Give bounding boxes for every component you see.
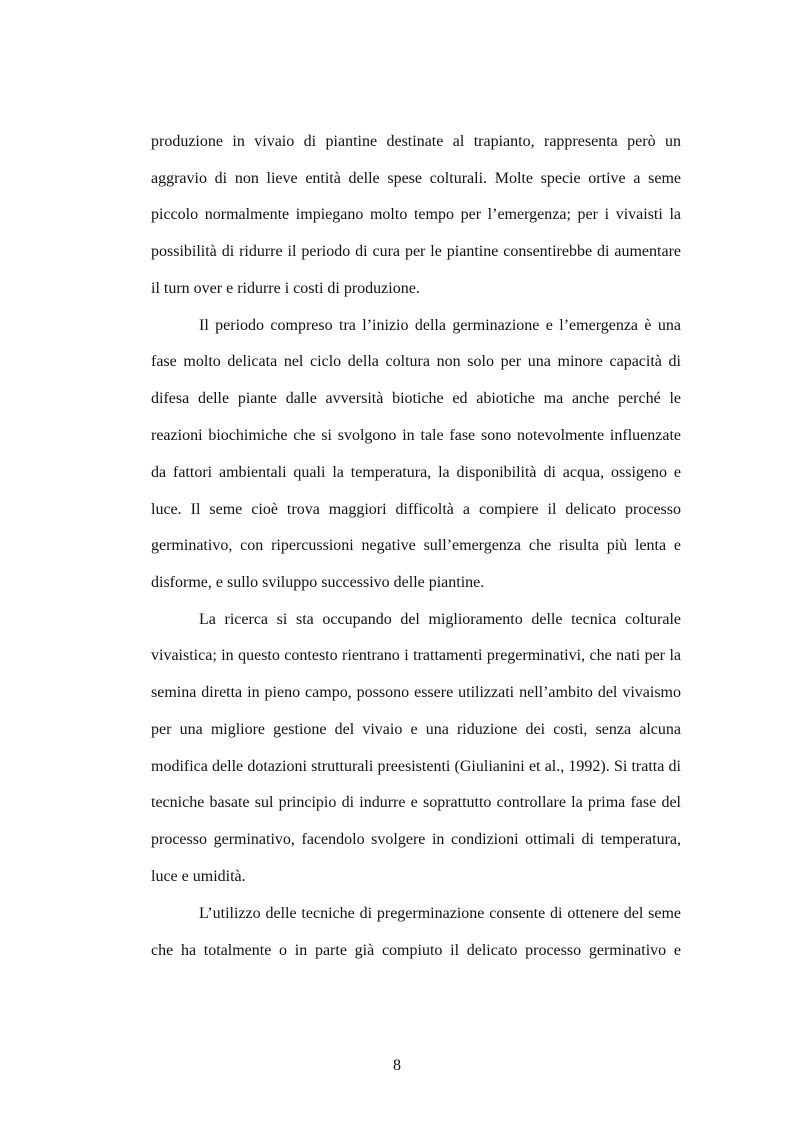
paragraph-4-line-2: che ha totalmente o in parte già compiuto il delicato processo germinativo e [151, 942, 681, 959]
paragraph-2-line-3: difesa delle piante dalle avversità biotiche ed abiotiche ma anche perché le [151, 390, 681, 407]
paragraph-3-line-5: modifica delle dotazioni strutturali preesistenti (Giulianini et al., 1992). Si tratta di [151, 758, 681, 775]
paragraph-3-line-8: luce e umidità. [151, 868, 246, 885]
paragraph-3-line-4: per una migliore gestione del vivaio e una riduzione dei costi, senza alcuna [151, 721, 681, 738]
paragraph-4-line-1: L’utilizzo delle tecniche di pregerminazione consente di ottenere del seme [199, 905, 681, 922]
paragraph-2-line-7: germinativo, con ripercussioni negative sull’emergenza che risulta più lenta e [151, 537, 681, 554]
paragraph-2-line-4: reazioni biochimiche che si svolgono in tale fase sono notevolmente influenzate [151, 427, 681, 444]
paragraph-1-line-3: piccolo normalmente impiegano molto tempo per l’emergenza; per i vivaisti la [151, 206, 681, 223]
paragraph-3-line-3: semina diretta in pieno campo, possono essere utilizzati nell’ambito del vivaismo [151, 684, 681, 701]
paragraph-1-line-5: il turn over e ridurre i costi di produzione. [151, 280, 420, 297]
paragraph-3-line-1: La ricerca si sta occupando del miglioramento delle tecnica colturale [199, 611, 681, 628]
paragraph-3-line-2: vivaistica; in questo contesto rientrano i trattamenti pregerminativi, che nati per la [151, 647, 681, 664]
paragraph-3-line-6: tecniche basate sul principio di indurre e soprattutto controllare la prima fase del [151, 794, 681, 811]
paragraph-2-line-8: disforme, e sullo sviluppo successivo delle piantine. [151, 574, 485, 591]
paragraph-1-line-1: produzione in vivaio di piantine destinate al trapianto, rappresenta però un [151, 133, 681, 150]
paragraph-2-line-1: Il periodo compreso tra l’inizio della germinazione e l’emergenza è una [199, 317, 681, 334]
paragraph-2-line-2: fase molto delicata nel ciclo della coltura non solo per una minore capacità di [151, 353, 681, 370]
paragraph-2-line-5: da fattori ambientali quali la temperatura, la disponibilità di acqua, ossigeno e [151, 464, 681, 481]
paragraph-2-line-6: luce. Il seme cioè trova maggiori difficoltà a compiere il delicato processo [151, 501, 681, 518]
paragraph-1-line-2: aggravio di non lieve entità delle spese colturali. Molte specie ortive a seme [151, 170, 681, 187]
page-number: 8 [393, 1057, 401, 1074]
paragraph-1-line-4: possibilità di ridurre il periodo di cura per le piantine consentirebbe di aumentare [151, 243, 681, 260]
paragraph-3-line-7: processo germinativo, facendolo svolgere in condizioni ottimali di temperatura, [151, 831, 681, 848]
